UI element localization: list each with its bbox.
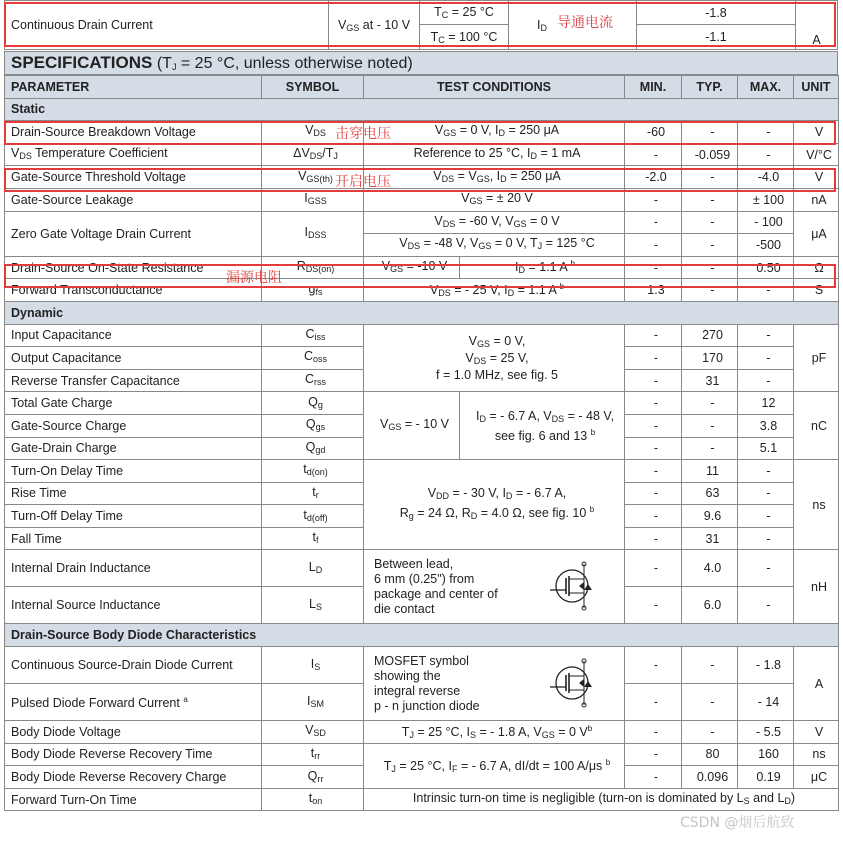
table-row: Body Diode Reverse Recovery Time $t_{rr}$ $T_J = 25$ °C, $I_F$ = - 6.7 A, dI/dt = 100 A/μs $^b$ - 80 160 ns <box>5 743 839 766</box>
table-row: Forward Transconductance $g_{fs}$ $V_{DS}$ = - 25 V, $I_D = 1.1$ A $^b$ 1.3 - - S <box>5 279 839 302</box>
top-value2: -1.1 <box>637 25 796 50</box>
top-condition: $V_{GS}$ at - 10 V <box>329 1 420 50</box>
table-row: Turn-On Delay Time $t_{d(on)}$ $V_{DD}$ = - 30 V, $I_D$ = - 6.7 A, $R_g = 24$ Ω, $R_D = 4.0$ Ω, see fig. 10 $^b$ - 11 - ns <box>5 460 839 483</box>
top-symbol: $I_D$ <box>509 1 637 50</box>
highlight-box-bv <box>4 121 836 145</box>
annotation-id: 导通电流 <box>557 15 613 31</box>
inductance-cond-line3: package and center of <box>374 586 498 601</box>
section-dynamic: Dynamic <box>5 301 839 324</box>
table-row: Output Capacitance $C_{oss}$ - 170 - <box>5 347 839 370</box>
annotation-vth: 开启电压 <box>335 174 391 190</box>
header-unit: UNIT <box>794 76 839 99</box>
table-row: Input Capacitance $C_{iss}$ $V_{GS} = 0$ V, $V_{DS} = 25$ V, f = 1.0 MHz, see fig. 5 - 270 - pF <box>5 324 839 347</box>
table-row: Gate-Drain Charge $Q_{gd}$ - - 5.1 <box>5 437 839 460</box>
table-row: Drain-Source Breakdown Voltage $V_{DS}$ $V_{GS} = 0$ V, $I_D = 250$ μA -60 - - V <box>5 121 839 144</box>
banner-subtitle: ($T_J = 25$ °C, unless otherwise noted) <box>156 55 413 72</box>
watermark: CSDN @烟后航致 <box>680 815 795 831</box>
table-row: Drain-Source On-State Resistance $R_{DS(on)}$ $V_{GS} = -10$ V $I_D = 1.1$ A $^b$ - - 0.50 Ω <box>5 256 839 279</box>
table-row: $V_{DS} = -48$ V, $V_{GS} = 0$ V, $T_J = 125$ °C - - -500 <box>5 234 839 257</box>
top-tc2: $T_C = 100$ °C <box>420 25 509 50</box>
table-row: Forward Turn-On Time $t_{on}$ Intrinsic turn-on time is negligible (turn-on is dominated by $L_S$ and $L_D$) <box>5 788 839 811</box>
header-parameter: PARAMETER <box>5 76 262 99</box>
table-row: Gate-Source Charge $Q_{gs}$ - - 3.8 <box>5 414 839 437</box>
banner-title: SPECIFICATIONS <box>11 53 153 72</box>
table-row: Rise Time $t_r$ - 63 - <box>5 482 839 505</box>
header-typ: TYP. <box>682 76 738 99</box>
table-row: Gate-Source Threshold Voltage $V_{GS(th)}$ $V_{DS} = V_{GS}$, $I_D = 250$ μA -2.0 - -4.0 V <box>5 166 839 189</box>
top-unit: A <box>796 1 838 50</box>
table-row: Zero Gate Voltage Drain Current $I_{DSS}$ $V_{DS} = -60$ V, $V_{GS} = 0$ V - - - 100 μA <box>5 211 839 234</box>
table-row: Body Diode Reverse Recovery Charge $Q_{rr}$ - 0.096 0.19 μC <box>5 766 839 789</box>
table-row: Body Diode Voltage $V_{SD}$ $T_J = 25$ °C, $I_S$ = - 1.8 A, $V_{GS} = 0$ $V^b$ - - - 5.5 V <box>5 721 839 744</box>
specifications-banner <box>4 51 838 75</box>
table-row: Continuous Source-Drain Diode Current $I_S$ MOSFET symbol showing the integral reverse p - n junction diode - - - 1.8 A <box>5 647 839 684</box>
header-test: TEST CONDITIONS <box>364 76 625 99</box>
table-row: Total Gate Charge $Q_g$ $V_{GS}$ = - 10 V $I_D$ = - 6.7 A, $V_{DS}$ = - 48 V, see fig. 6 and 13 $^b$ - - 12 nC <box>5 392 839 415</box>
table-row: Pulsed Diode Forward Current $^a$ $I_{SM}$ - - - 14 <box>5 684 839 721</box>
table-row: Internal Source Inductance $L_S$ - 6.0 - <box>5 587 839 624</box>
diode-cond-line3: integral reverse <box>374 683 461 698</box>
diode-cond-line4: p - n junction diode <box>374 698 480 713</box>
table-row: Turn-Off Delay Time $t_{d(off)}$ - 9.6 - <box>5 505 839 528</box>
header-min: MIN. <box>625 76 682 99</box>
annotation-rds: 漏源电阻 <box>226 270 282 286</box>
table-row: $V_{DS}$ Temperature Coefficient $\Delta V_{DS}/T_J$ Reference to 25 °C, $I_D = 1$ mA - -0.059 - V/°C <box>5 143 839 166</box>
section-diode: Drain-Source Body Diode Characteristics <box>5 624 839 647</box>
inductance-cond-line2: 6 mm (0.25") from <box>374 571 475 586</box>
diode-cond-line2: showing the <box>374 668 441 683</box>
header-max: MAX. <box>738 76 794 99</box>
top-value1: -1.8 <box>637 1 796 25</box>
top-parameter: Continuous Drain Current <box>5 1 329 50</box>
mosfet-diode-symbol-icon <box>546 657 602 709</box>
inductance-cond-line4: die contact <box>374 601 435 616</box>
top-tc1: $T_C = 25$ °C <box>420 1 509 25</box>
header-row <box>5 76 839 99</box>
inductance-cond-line1: Between lead, <box>374 556 454 571</box>
table-row: Internal Drain Inductance $L_D$ Between lead, 6 mm (0.25") from package and center of die contact - 4.0 - nH <box>5 550 839 587</box>
annotation-bv: 击穿电压 <box>335 126 391 142</box>
header-symbol: SYMBOL <box>262 76 364 99</box>
highlight-box-vth <box>4 168 836 192</box>
table-row: Fall Time $t_f$ - 31 - <box>5 527 839 550</box>
table-row: Gate-Source Leakage $I_{GSS}$ $V_{GS}$ = ± 20 V - - ± 100 nA <box>5 188 839 211</box>
section-static: Static <box>5 98 839 121</box>
diode-cond-line1: MOSFET symbol <box>374 653 469 668</box>
highlight-box-id <box>4 2 836 47</box>
table-row: Reverse Transfer Capacitance $C_{rss}$ - 31 - <box>5 369 839 392</box>
highlight-box-rds <box>4 264 836 288</box>
mosfet-symbol-icon <box>546 560 602 612</box>
